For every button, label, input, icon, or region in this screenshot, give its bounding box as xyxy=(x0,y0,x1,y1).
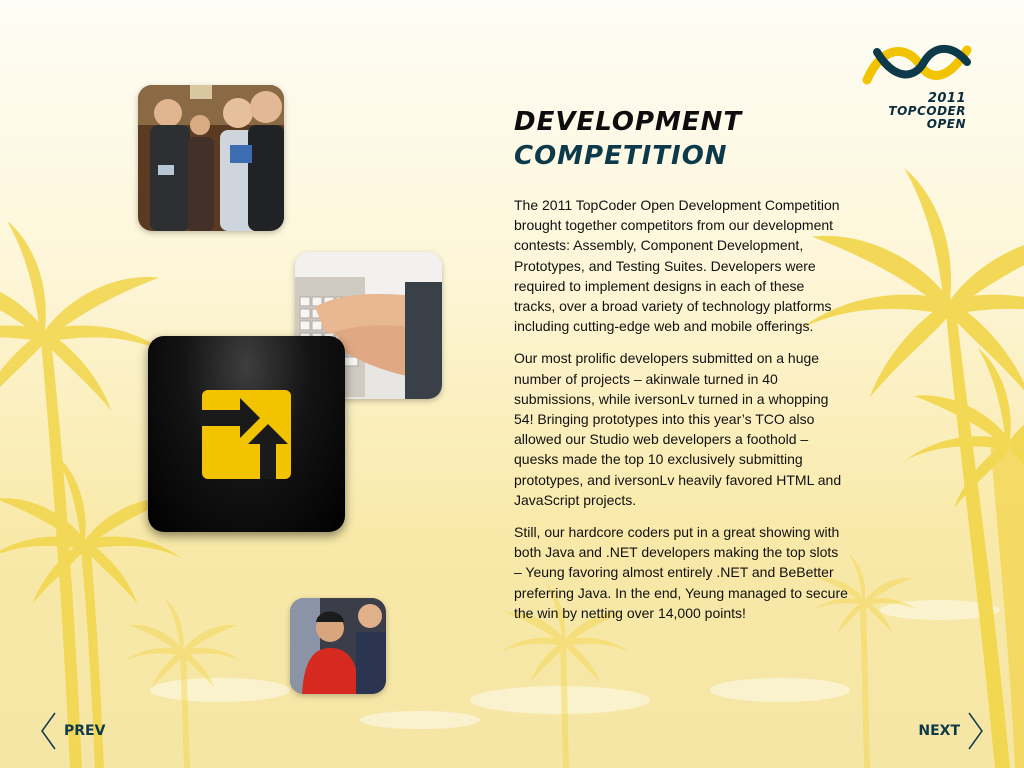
tco-logo xyxy=(862,40,972,135)
prev-button[interactable] xyxy=(40,712,105,750)
next-label: NEXT xyxy=(918,723,960,739)
paragraph-2: Our most prolific developers submitted on a huge number of projects – akinwale turned in 40 submissions, while iversonLv turned in a whopping 54! Bringing prototypes into this year’s TCO also allowed our Studio web developers a foothold – quesks made the top 10 exclusively submitting prototypes, and iversonLv heavily favored HTML and JavaScript projects. xyxy=(514,350,842,508)
next-button[interactable] xyxy=(918,712,984,750)
paragraph-1: The 2011 TopCoder Open Development Competition brought together competitors from our development contests: Assembly, Component Development, Prototypes, and Testing Suites. Developers were required to implement designs in each of these tracks, over a broad variety of technology platforms including cutting-edge web and mobile offerings. xyxy=(514,197,840,335)
developer-photo-image xyxy=(290,598,386,694)
tco-swoosh-icon xyxy=(862,40,972,90)
developer-photo xyxy=(290,598,386,694)
logo-year: 2011 xyxy=(927,91,966,106)
competitors-photo-image xyxy=(138,85,284,231)
chevron-left-icon xyxy=(40,712,56,750)
development-track-icon xyxy=(148,336,345,532)
paragraph-3: Still, our hardcore coders put in a great showing with both Java and .NET developers making the top slots – Yeung favoring almost entirely .NET and BeBetter preferring Java. In the end, Yeung managed to secure the win by netting over 14,000 points! xyxy=(514,524,848,621)
article-body xyxy=(514,195,849,635)
logo-brand: TOPCODER xyxy=(888,104,966,118)
logo-event: OPEN xyxy=(926,117,966,131)
competitors-photo xyxy=(138,85,284,231)
chevron-right-icon xyxy=(968,712,984,750)
page-title-line-1: DEVELOPMENT xyxy=(514,107,743,137)
page-title-line-2: COMPETITION xyxy=(514,141,728,171)
prev-label: PREV xyxy=(64,723,106,739)
